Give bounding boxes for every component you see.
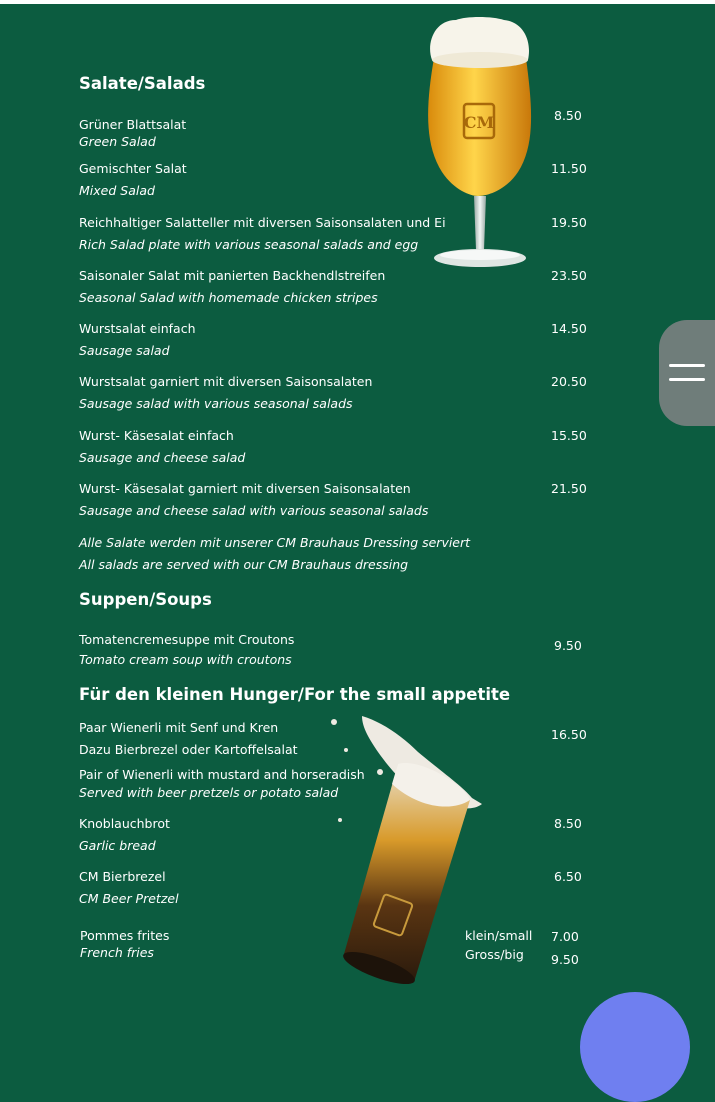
item-en: CM Beer Pretzel	[79, 891, 179, 906]
item-price: 14.50	[551, 321, 587, 336]
item-price: 21.50	[551, 481, 587, 496]
wienerli-en: Pair of Wienerli with mustard and horseradish	[79, 767, 365, 782]
item-en: Rich Salad plate with various seasonal salads and egg	[79, 237, 419, 252]
item-en: Tomato cream soup with croutons	[79, 652, 292, 667]
dressing-note-de: Alle Salate werden mit unserer CM Brauhaus Dressing serviert	[79, 535, 471, 550]
wienerli-side-en: Served with beer pretzels or potato salad	[79, 785, 339, 800]
item-de: Knoblauchbrot	[79, 816, 170, 831]
item-de: Wurst- Käsesalat garniert mit diversen Saisonsalaten	[79, 481, 411, 496]
fries-de: Pommes frites	[80, 928, 170, 943]
item-de: Wurstsalat garniert mit diversen Saisonsalaten	[79, 374, 373, 389]
fries-en: French fries	[80, 945, 154, 960]
item-en: Sausage and cheese salad	[79, 450, 246, 465]
item-price: 16.50	[551, 727, 587, 742]
item-en: Green Salad	[79, 134, 156, 149]
item-de: Gemischter Salat	[79, 161, 187, 176]
item-en: Seasonal Salad with homemade chicken stripes	[79, 290, 378, 305]
item-de: Tomatencremesuppe mit Croutons	[79, 632, 295, 647]
wienerli-side-de: Dazu Bierbrezel oder Kartoffelsalat	[79, 742, 298, 757]
wienerli-de: Paar Wienerli mit Senf und Kren	[79, 720, 279, 735]
item-de: Wurstsalat einfach	[79, 321, 196, 336]
fries-size-small: klein/small	[465, 928, 533, 943]
fries-price-big: 9.50	[551, 952, 579, 967]
item-price: 8.50	[554, 108, 582, 123]
fries-size-big: Gross/big	[465, 947, 524, 962]
dressing-note-en: All salads are served with our CM Brauhaus dressing	[79, 557, 409, 572]
floating-action-button[interactable]	[580, 992, 690, 1102]
item-price: 8.50	[554, 816, 582, 831]
menu-line-icon	[669, 378, 705, 381]
item-de: Saisonaler Salat mit panierten Backhendlstreifen	[79, 268, 386, 283]
fries-price-small: 7.00	[551, 929, 579, 944]
side-menu-handle[interactable]	[659, 320, 715, 426]
item-de: Wurst- Käsesalat einfach	[79, 428, 234, 443]
item-de: Grüner Blattsalat	[79, 117, 187, 132]
item-price: 20.50	[551, 374, 587, 389]
item-en: Garlic bread	[79, 838, 156, 853]
small-appetite-heading: Für den kleinen Hunger/For the small appetite	[79, 685, 511, 704]
item-price: 9.50	[554, 638, 582, 653]
item-price: 11.50	[551, 161, 587, 176]
item-price: 19.50	[551, 215, 587, 230]
item-en: Mixed Salad	[79, 183, 155, 198]
glass-logo: CM	[463, 113, 495, 132]
item-de: Reichhaltiger Salatteller mit diversen Saisonsalaten und Ei	[79, 215, 446, 230]
beer-glass-image	[420, 14, 540, 280]
soups-heading: Suppen/Soups	[79, 590, 212, 609]
item-price: 6.50	[554, 869, 582, 884]
item-en: Sausage and cheese salad with various seasonal salads	[79, 503, 429, 518]
menu-line-icon	[669, 364, 705, 367]
top-border	[0, 0, 715, 4]
item-price: 15.50	[551, 428, 587, 443]
item-en: Sausage salad	[79, 343, 170, 358]
item-de: CM Bierbrezel	[79, 869, 166, 884]
item-en: Sausage salad with various seasonal salads	[79, 396, 353, 411]
salads-heading: Salate/Salads	[79, 74, 206, 93]
item-price: 23.50	[551, 268, 587, 283]
